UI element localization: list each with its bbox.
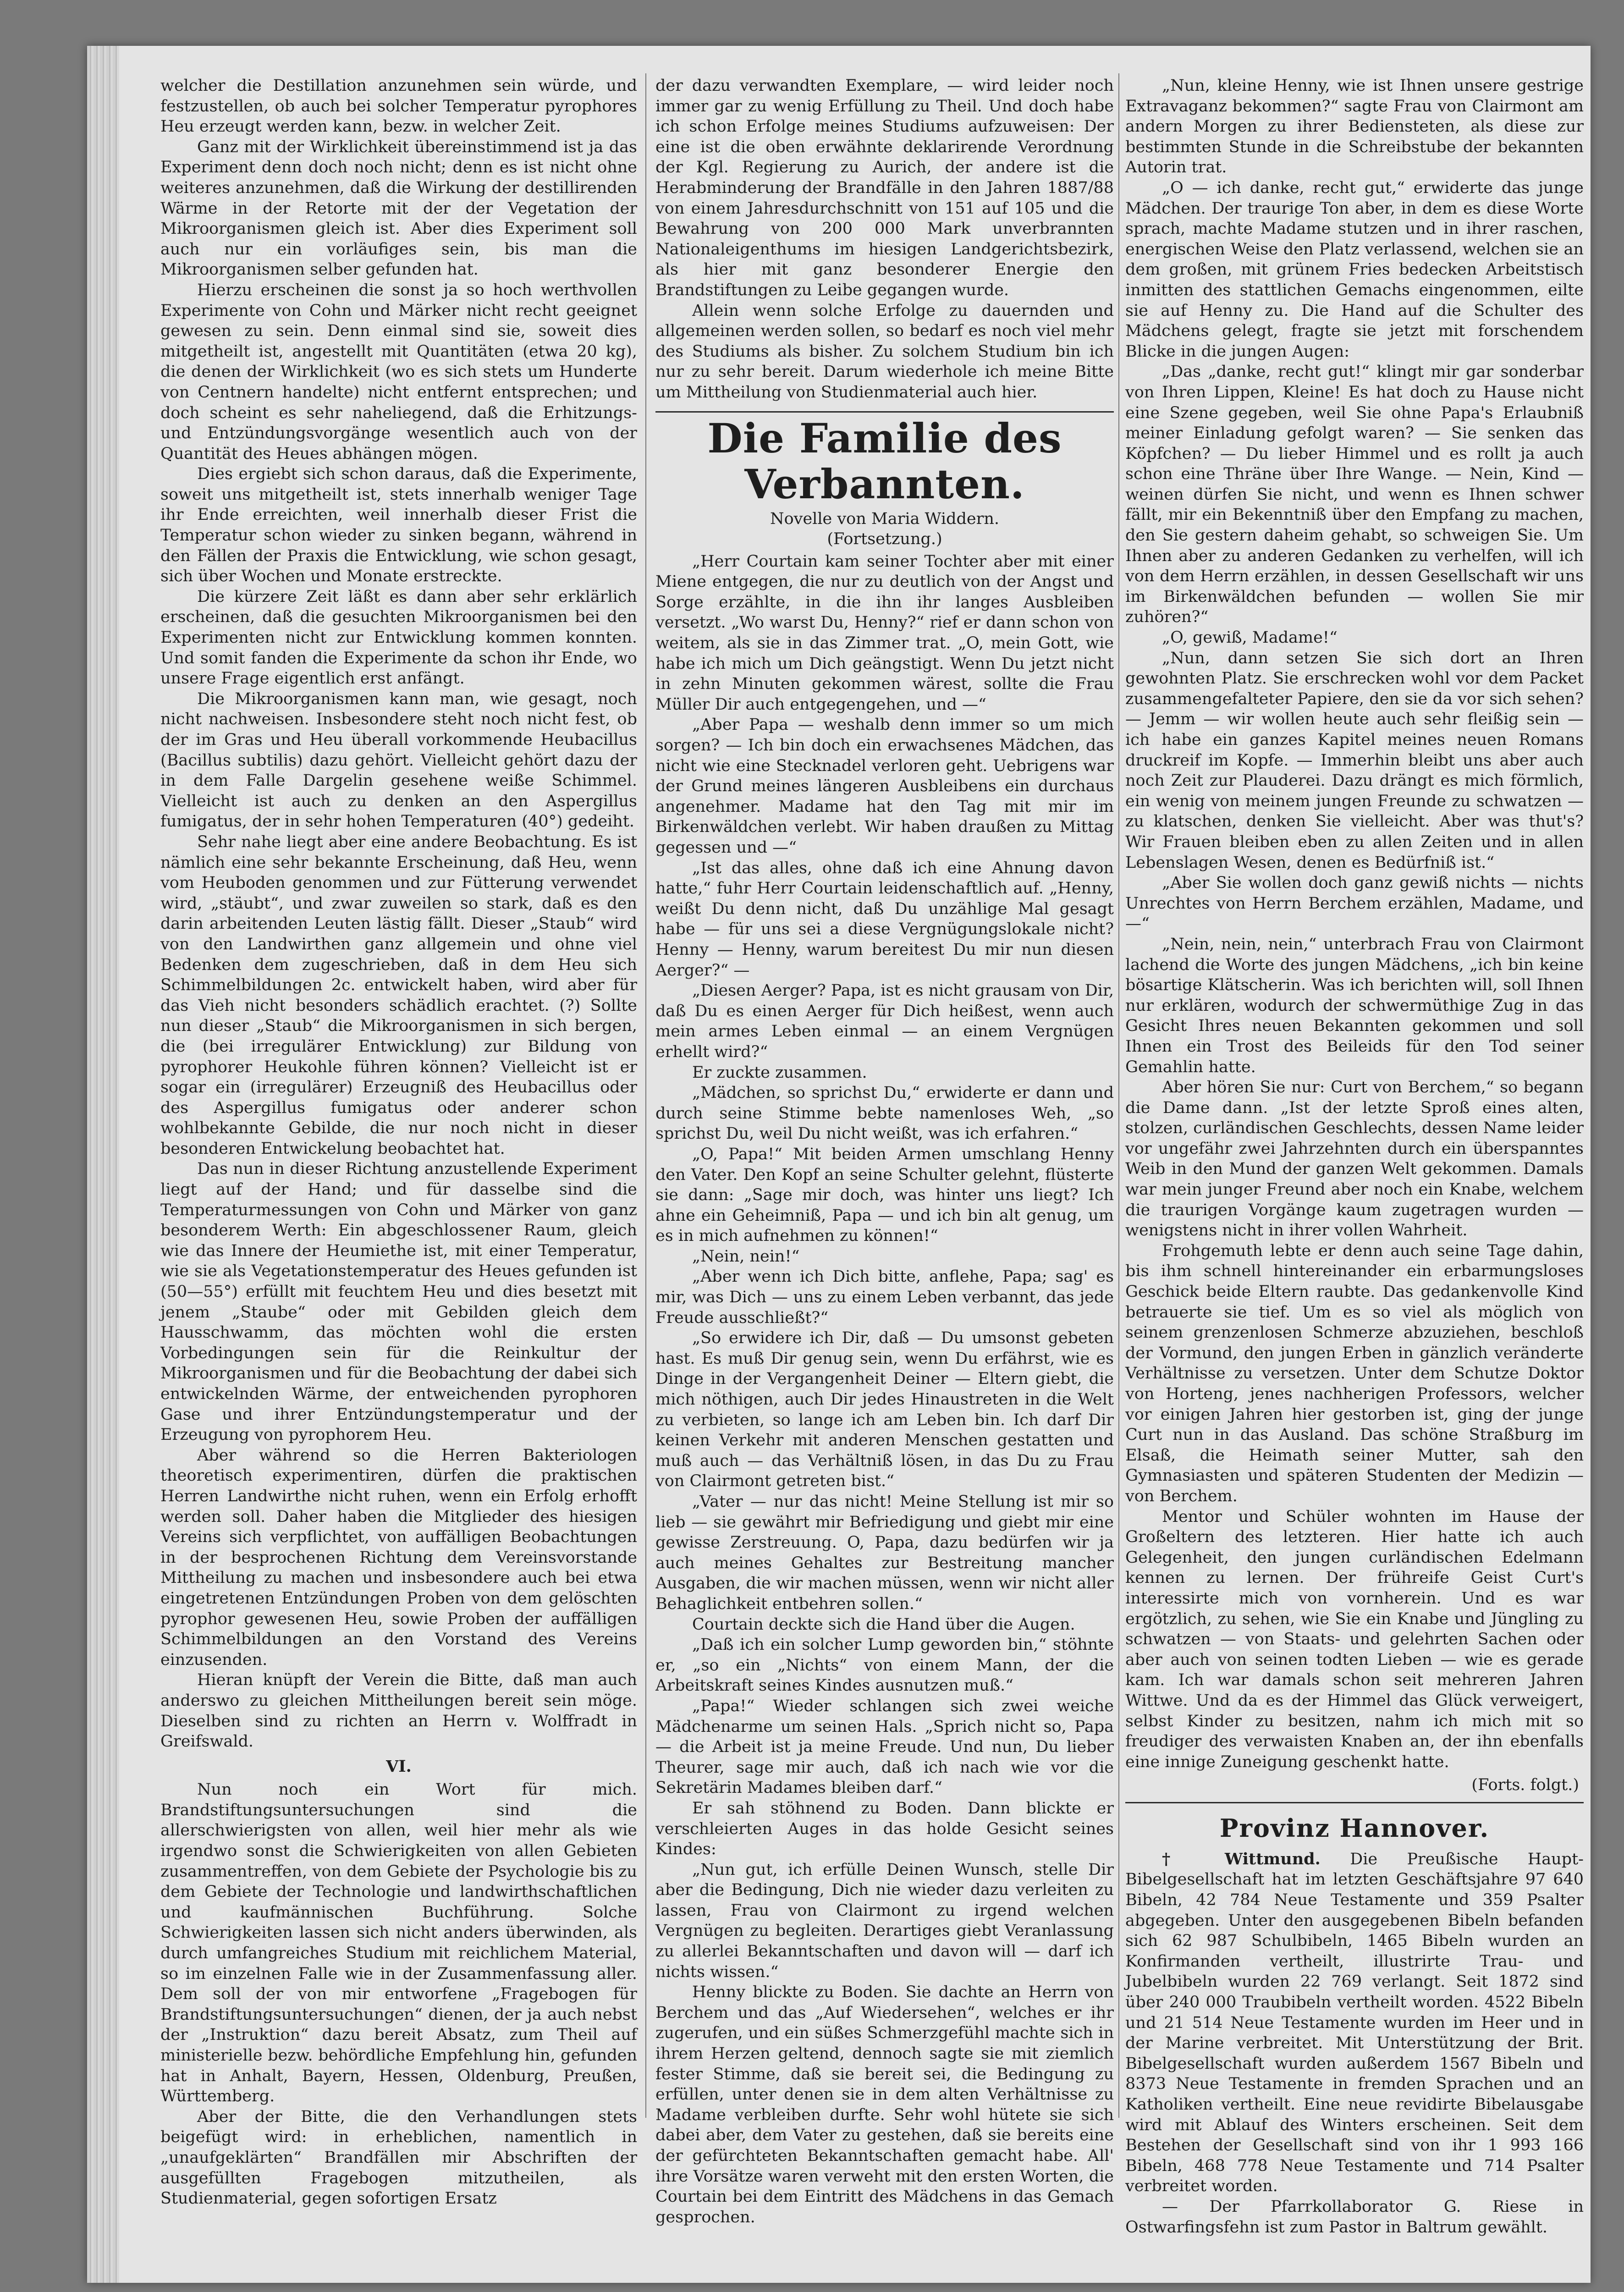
- paragraph: Dies ergiebt sich schon daraus, daß die Experimente, soweit uns mitgetheilt ist, stets innerhalb weniger Tage ihr Ende erreichten, weil innerhalb dieser Frist die Temperatur schon wieder zu sinken begann, während in den Fällen der Praxis die Entwicklung, wie schon gesagt, sich über Wochen und Monate erstreckte.: [160, 465, 637, 586]
- section-number: VI.: [386, 1757, 412, 1776]
- page-edge: [87, 46, 119, 2283]
- paragraph: „Herr Courtain kam seiner Tochter aber mit einer Miene entgegen, die nur zu deutlich von der Angst und Sorge erzählte, in die ihn ihr langes Ausbleiben versetzt. „Wo warst Du, Henny?“ rief er dann schon von weitem, als sie in das Zimmer trat. „O, mein Gott, wie habe ich mich um Dich geängstigt. Wenn Du jetzt nicht in zehn Minuten gekommen wärest, sollte die Frau Müller Dir auch entgegengehen, und —“: [655, 552, 1114, 714]
- paragraph: „Aber wenn ich Dich bitte, anflehe, Papa; sag' es mir, was Dich — uns zu einem Leben verbannt, das jede Freude ausschließt?“: [655, 1267, 1114, 1327]
- paragraph: Nun noch ein Wort für mich. Brandstiftungsuntersuchungen sind die allerschwierigsten von allen, weil hier mehr als wie irgendwo sonst die Schwierigkeiten von allen Gebieten zusammentreffen, von dem Gebiete der Psychologie bis zu dem Gebiete der Technologie und landwirthschaftlichen und kaufmännischen Buchführung. Solche Schwierigkeiten lassen sich nicht anders überwinden, als durch umfangreiches Studium mit reichlichem Material, so im einzelnen Falle wie in der Zusammenfassung aller. Dem soll der von mir entworfene „Fragebogen für Brandstiftungsuntersuchungen“ dienen, der ja auch nebst der „Instruktion“ dazu bereit Absatz, zum Theil auf ministerielle bezw. behördliche Empfehlung hin, gefunden hat in Anhalt, Bayern, Hessen, Oldenburg, Preußen, Württemberg.: [160, 1780, 637, 2106]
- paragraph: Allein wenn solche Erfolge zu dauernden und allgemeinen werden sollen, so bedarf es noch viel mehr des Studiums als bisher. Zu solchem Studium bin ich nur zu sehr bereit. Darum wiederhole ich meine Bitte um Mittheilung von Studienmaterial auch hier.: [655, 301, 1114, 402]
- paragraph: „Nun, kleine Henny, wie ist Ihnen unsere gestrige Extravaganz bekommen?“ sagte Frau von Clairmont am andern Morgen zu ihrer Bediensteten, als diese zur bestimmten Stunde in die Schreibstube der bekannten Autorin trat.: [1125, 77, 1584, 177]
- paragraph: „Vater — nur das nicht! Meine Stellung ist mir so lieb — sie gewährt mir Befriedigung und giebt mir eine gewisse Zerstreuung. O, Papa, dazu bedürfen wir ja auch meines Gehaltes zur Bestreitung mancher Ausgaben, die wir machen müssen, wenn wir nicht aller Behaglichkeit entbehren sollen.“: [655, 1493, 1114, 1613]
- paragraph: „O, gewiß, Madame!“: [1162, 628, 1338, 647]
- novel-author: Novelle von Maria Widdern.: [770, 509, 999, 528]
- paragraph: Ganz mit der Wirklichkeit übereinstimmend ist ja das Experiment denn doch noch nicht; denn es ist nicht ohne weiteres anzunehmen, daß die Wirkung der destillirenden Wärme in der Retorte mit der der Vegetation der Mikroorganismen gleich ist. Aber dies Experiment soll auch nur ein vorläufiges sein, bis man die Mikroorganismen selber gefunden hat.: [160, 138, 637, 279]
- province-title: Provinz Hannover.: [1219, 1813, 1490, 1843]
- paragraph: Hierzu erscheinen die sonst ja so hoch werthvollen Experimente von Cohn und Märker nicht recht geeignet gewesen zu sein. Denn einmal sind sie, soweit dies mitgetheilt ist, angestellt mit Quantitäten (etwa 20 kg), die denen der Wirklichkeit (wo es sich stets um Hunderte von Centnern handelte) nicht entfernt entsprechen; und doch scheint es sehr naheliegend, daß die Erhitzungs- und Entzündungsvorgänge wesentlich auch von der Quantität des Heues abhängen mögen.: [160, 281, 637, 463]
- dateline: † Wittmund.: [1162, 1849, 1321, 1868]
- paragraph: Die kürzere Zeit läßt es dann aber sehr erklärlich erscheinen, daß die gesuchten Mikroorganismen bei den Experimenten nicht zur Entwicklung kommen konnten. Und somit fanden die Experimente da schon ihr Ende, wo unsere Frage eigentlich erst anfängt.: [160, 587, 637, 688]
- paragraph: „Aber Sie wollen doch ganz gewiß nichts — nichts Unrechtes von Herrn Berchem erzählen, Madame, und —“: [1125, 874, 1584, 933]
- paragraph: Aber während so die Herren Bakteriologen theoretisch experimentiren, dürfen die praktischen Herren Landwirthe nicht ruhen, wenn ein Erfolg erhofft werden soll. Daher haben die Mitglieder des hiesigen Vereins sich verpflichtet, von auffälligen Beobachtungen in der besprochenen Richtung dem Vereinsvorstande Mittheilung zu machen und insbesondere auch bei etwa eingetretenen Entzündungen Proben von dem gelöschten pyrophor gewesenen Heu, sowie Proben der auffälligen Schimmelbildungen an den Vorstand des Vereins einzusenden.: [160, 1446, 637, 1669]
- column-3: [1125, 76, 1584, 2237]
- paragraph: Sehr nahe liegt aber eine andere Beobachtung. Es ist nämlich eine sehr bekannte Erscheinung, daß Heu, wenn vom Heuboden genommen und zur Fütterung verwendet wird, „stäubt“, und zwar zuweilen so stark, daß es den darin arbeitenden Leuten lästig fällt. Dieser „Staub“ wird von den Landwirthen ganz allgemein und ohne viel Bedenken dem zugeschrieben, daß in dem Heu sich Schimmelbildungen 2c. entwickelt haben, wird aber für das Vieh nicht besonders schädlich erachtet. (?) Sollte nun dieser „Staub“ die Mikroorganismen in sich bergen, die (bei irregulärer Entwicklung) zur Bildung von pyrophorer Heukohle führen können? Vielleicht ist er sogar ein (irregulärer) Erzeugniß des Heubacillus oder des Aspergillus fumigatus oder anderer schon wohlbekannte Gebilde, die nur noch nicht in dieser besonderen Entwickelung beobachtet hat.: [160, 832, 637, 1158]
- paragraph: „O — ich danke, recht gut,“ erwiderte das junge Mädchen. Der traurige Ton aber, in dem es diese Worte sprach, machte Madame stutzen und in ihrer raschen, energischen Weise den Platz verlassend, welchen sie an dem großen, mit grünem Fries bedecken Arbeitstisch inmitten des stattlichen Gemachs eingenommen, eilte sie auf Henny zu. Die Hand auf die Schulter des Mädchens gelegt, fragte sie jetzt mit forschendem Blicke in die jungen Augen:: [1125, 178, 1584, 361]
- paragraph: Frohgemuth lebte er denn auch seine Tage dahin, bis ihm schnell hintereinander ein erbarmungsloses Geschick beide Eltern raubte. Das gedankenvolle Kind betrauerte sie tief. Um es so viel als möglich von seinem grenzenlosen Schmerze abzuziehen, beschloß der Vormund, den jungen Erben in gänzlich veränderte Verhältnisse zu versetzen. Unter dem Schutze Doktor von Horteng, jenes nachherigen Professors, welcher vor einigen Jahren hier gestorben ist, ging der junge Curt nun in das Ausland. Das schöne Straßburg im Elsaß, die Heimath seiner Mutter, sah den Gymnasiasten und späteren Studenten der Medizin — von Berchem.: [1125, 1241, 1584, 1505]
- section-rule: [655, 411, 1114, 413]
- column-divider: [1118, 73, 1119, 2118]
- column-1: [160, 76, 637, 2209]
- paragraph: „Nein, nein!“: [692, 1247, 800, 1266]
- novel-continuation: (Fortsetzung.): [827, 530, 942, 549]
- paragraph: Er zuckte zusammen.: [692, 1063, 867, 1082]
- paragraph: — Der Pfarrkollaborator G. Riese in Ostwarfingsfehn ist zum Pastor in Baltrum gewählt.: [1125, 2197, 1584, 2237]
- section-rule: [1125, 1802, 1584, 1803]
- paragraph: Die Preußische Haupt-Bibelgesellschaft hat im letzten Geschäftsjahre 97 640 Bibeln, 42 784 Neue Testamente und 359 Psalter abgegeben. Unter den ausgegebenen Bibeln befanden sich 62 987 Schulbibeln, 1465 Bibeln wurden an Konfirmanden vertheilt, illustrirte Trau- und Jubelbibeln wurden 22 769 verlangt. Seit 1872 sind über 240 000 Traubibeln vertheilt worden. 4522 Bibeln und 21 514 Neue Testamente wurden im Heer und in der Marine verbreitet. Mit Unterstützung der Brit. Bibelgesellschaft wurden außerdem 1567 Bibeln und 8373 Neue Testamente in fremden Sprachen und an Katholiken vertheilt. Eine neue revidirte Bibelausgabe wird mit Ablauf des Winters erscheinen. Seit dem Bestehen der Gesellschaft sind von ihr 1 993 166 Bibeln, 468 778 Neue Testamente und 714 Psalter verbreitet worden.: [1125, 1850, 1584, 2196]
- column-2: [655, 76, 1114, 2227]
- paragraph: „Nun gut, ich erfülle Deinen Wunsch, stelle Dir aber die Bedingung, Dich nie wieder dazu verleiten zu lassen, Frau von Clairmont zu irgend welchen Vergnügen zu begleiten. Derartiges giebt Veranlassung zu allerlei Bekanntschaften und davon will — darf ich nichts wissen.“: [655, 1860, 1114, 1981]
- paragraph: „O, Papa!“ Mit beiden Armen umschlang Henny den Vater. Den Kopf an seine Schulter gelehnt, flüsterte sie dann: „Sage mir doch, was hinter uns liegt? Ich ahne ein Geheimniß, Papa — und ich bin alt genug, um es in mich aufnehmen zu können!“: [655, 1145, 1114, 1245]
- paragraph: „Aber Papa — weshalb denn immer so um mich sorgen? — Ich bin doch ein erwachsenes Mädchen, das nicht wie eine Stecknadel verloren geht. Uebrigens war der Grund meines längeren Ausbleibens ein durchaus angenehmer. Madame hat den Tag mit mir im Birkenwäldchen verlebt. Wir haben draußen zu Mittag gegessen und —“: [655, 716, 1114, 857]
- paragraph: Hieran knüpft der Verein die Bitte, daß man auch anderswo zu gleichen Mittheilungen bereit sein möge. Dieselben sind zu richten an Herrn v. Wolffradt in Greifswald.: [160, 1671, 637, 1751]
- paragraph: Das nun in dieser Richtung anzustellende Experiment liegt auf der Hand; und für dasselbe sind die Temperaturmessungen von Cohn und Märker von ganz besonderem Werth: Ein abgeschlossener Raum, gleich wie das Innere der Heumiethe ist, mit einer Temperatur, wie sie als Vegetationstemperatur des Heues gefunden ist (50—55°) erfüllt mit feuchtem Heu und dies besetzt mit jenem „Staube“ oder mit Gebilden gleich dem Hausschwamm, das möchten wohl die ersten Vorbedingungen sein für die Reinkultur der Mikroorganismen und für die Beobachtung der dabei sich entwickelnden Wärme, der entweichenden pyrophoren Gase und ihrer Entzündungstemperatur und der Erzeugung von pyrophorem Heu.: [160, 1160, 637, 1444]
- paragraph: „Daß ich ein solcher Lump geworden bin,“ stöhnte er, „so ein „Nichts“ von einem Mann, der die Arbeitskraft seines Kindes ausnutzen muß.“: [655, 1636, 1114, 1695]
- paragraph: Courtain deckte sich die Hand über die Augen.: [692, 1615, 1075, 1634]
- paragraph: „Das „danke, recht gut!“ klingt mir gar sonderbar von Ihren Lippen, Kleine! Es hat doch zu Hause nicht eine Szene gegeben, weil Sie ohne Papa's Erlaubniß meiner Einladung gefolgt waren? — Sie senken das Köpfchen? — Du lieber Himmel und es rollt ja auch schon eine Thräne über Ihre Wange. — Nein, Kind — weinen dürfen Sie nicht, und wenn es Ihnen schwer fällt, mir ein Bekenntniß über den Empfang zu machen, den Sie gestern daheim gehabt, so schweigen Sie. Um Ihnen aber zu anderen Gedanken zu verhelfen, will ich von dem Herrn erzählen, in dessen Gesellschaft wir uns im Birkenwäldchen befunden — wollen Sie mir zuhören?“: [1125, 363, 1584, 627]
- paragraph: der dazu verwandten Exemplare, — wird leider noch immer gar zu wenig Erfüllung zu Theil. Und doch habe ich schon Erfolge meines Studiums aufzuweisen: Der eine ist die oben erwähnte deklarirende Verordnung der Kgl. Regierung zu Aurich, der andere ist die Herabminderung der Brandfälle in den Jahren 1887/88 von einem Jahresdurchschnitt von 151 auf 105 und die Bewahrung von 200 000 Mark unverbrannten Nationaleigenthums im hiesigen Landgerichtsbezirk, als hier mit ganz besonderer Energie den Brandstiftungen zu Leibe gegangen wurde.: [655, 77, 1114, 299]
- paragraph: „Nun, dann setzen Sie sich dort an Ihren gewohnten Platz. Sie erschrecken wohl vor dem Packet zusammengefalteter Papiere, den sie da vor sich sehen? — Jemm — wir wollen heute auch sehr fleißig sein — ich habe ein ganzes Kapitel meines neuen Romans druckreif im Kopfe. — Immerhin bleibt uns aber auch noch Zeit zur Plauderei. Dazu drängt es mich förmlich, ein wenig von meinem jungen Freunde zu schwatzen — zu klatschen, denken Sie vielleicht. Aber was thut's? Wir Frauen bleiben eben zu allen Zeiten und in allen Lebenslagen Wesen, denen es Bedürfniß ist.“: [1125, 649, 1584, 872]
- paragraph: „Diesen Aerger? Papa, ist es nicht grausam von Dir, daß Du es einen Aerger für Dich heißest, wenn auch mein armes Leben einmal — an einem Vergnügen erhellt wird?“: [655, 981, 1114, 1061]
- paragraph: welcher die Destillation anzunehmen sein würde, und festzustellen, ob auch bei solcher Temperatur pyrophores Heu erzeugt werden kann, bezw. in welcher Zeit.: [160, 77, 637, 136]
- paragraph: „Mädchen, so sprichst Du,“ erwiderte er dann und durch seine Stimme bebte namenloses Weh, „so sprichst Du, weil Du nicht weißt, was ich erfahren.“: [655, 1084, 1114, 1143]
- novel-title: Die Familie des Verbannten.: [707, 414, 1062, 508]
- paragraph: Er sah stöhnend zu Boden. Dann blickte er verschleierten Auges in das holde Gesicht seines Kindes:: [655, 1799, 1114, 1859]
- paragraph: „Papa!“ Wieder schlangen sich zwei weiche Mädchenarme um seinen Hals. „Sprich nicht so, Papa — die Arbeit ist ja meine Freude. Und nun, Du lieber Theurer, sage mir auch, daß ich nach wie vor die Sekretärin Madames bleiben darf.“: [655, 1697, 1114, 1797]
- paragraph: „Ist das alles, ohne daß ich eine Ahnung davon hatte,“ fuhr Herr Courtain leidenschaftlich auf. „Henny, weißt Du denn nicht, daß Du unzählige Mal gesagt habe — für uns sei a diese Vergnügungslokale nicht? Henny — Henny, warum bereitest Du mir nun diesen Aerger?“ —: [655, 859, 1114, 980]
- paragraph: Mentor und Schüler wohnten im Hause der Großeltern des letzteren. Hier hatte ich auch Gelegenheit, den jungen curländischen Edelmann kennen zu lernen. Der frühreife Geist Curt's interessirte mich von vornherein. Und es war ergötzlich, zu sehen, wie Sie ein Knabe und Jüngling zu schwatzen — von Staats- und gelehrten Sachen oder aber auch von seinen todten Lieben — wie es gerade kam. Ich war damals schon seit mehreren Jahren Wittwe. Und da es der Himmel das Glück verweigert, selbst Kinder zu besitzen, nahm ich mich mit so freudiger des verwaisten Knaben an, der ihn ebenfalls eine innige Zuneigung geschenkt hatte.: [1125, 1507, 1584, 1771]
- paragraph: „So erwidere ich Dir, daß — Du umsonst gebeten hast. Es muß Dir genug sein, wenn Du erfährst, wie es Dinge in der Vergangenheit Deiner — Eltern giebt, die mich nöthigen, auch Dir jedes Hinaustreten in die Welt zu verbieten, so lange ich am Leben bin. Ich darf Dir keinen Verkehr mit anderen Menschen gestatten und muß auch — das Verhältniß lösen, in das Du zu Frau von Clairmont getreten bist.“: [655, 1329, 1114, 1491]
- paragraph: Aber der Bitte, die den Verhandlungen stets beigefügt wird: in erheblichen, namentlich in „unaufgeklärten“ Brandfällen mir Abschriften der ausgefüllten Fragebogen mitzutheilen, als Studienmaterial, gegen sofortigen Ersatz: [160, 2107, 637, 2208]
- continuation-note: (Forts. folgt.): [1471, 1776, 1579, 1795]
- paragraph: Die Mikroorganismen kann man, wie gesagt, noch nicht nachweisen. Insbesondere steht noch nicht fest, ob der im Gras und Heu überall vorkommende Heubacillus (Bacillus subtilis) dazu gehört. Vielleicht gehört dazu der in dem Falle Dargelin gesehene weiße Schimmel. Vielleicht ist auch zu denken an den Aspergillus fumigatus, der in sehr hohen Temperaturen (40°) gedeiht.: [160, 689, 637, 831]
- paragraph: Henny blickte zu Boden. Sie dachte an Herrn von Berchem und das „Auf Wiedersehen“, welches er ihr zugerufen, und ein süßes Schmerzgefühl machte sich in ihrem Herzen geltend, dennoch sagte sie mit ziemlich fester Stimme, daß sie bereit sei, die Bedingung zu erfüllen, unter denen sie in dem alten Verhältnisse zu Madame verbleiben durfte. Sehr wohl hütete sie sich dabei aber, dem Vater zu gestehen, daß sie bereits eine der gefürchteten Bekanntschaften gemacht habe. All' ihre Vorsätze waren verweht mit den ersten Worten, die Courtain bei dem Eintritt des Mädchens in das Gemach gesprochen.: [655, 1983, 1114, 2226]
- paragraph: „Nein, nein, nein,“ unterbrach Frau von Clairmont lachend die Worte des jungen Mädchens, „ich bin keine bösartige Klätscherin. Was ich berichten will, soll Ihnen nur erklären, wodurch der schwermüthige Zug in das Gesicht Ihres neuen Bekannten gekommen und soll Ihnen ein Trost des Beileids für den Tod seiner Gemahlin hatte.: [1125, 935, 1584, 1076]
- paragraph: Aber hören Sie nur: Curt von Berchem,“ so begann die Dame dann. „Ist der letzte Sproß eines alten, stolzen, curländischen Geschlechts, dessen Name leider vor ungefähr zwei Jahrzehnten durch ein überspanntes Weib in den Mund der ganzen Welt gekommen. Damals war mein junger Freund aber noch ein Knabe, welchem die traurigen Vorgänge kaum zugetragen wurden — wenigstens nicht in ihrer vollen Wahrheit.: [1125, 1078, 1584, 1240]
- column-divider: [645, 73, 646, 2118]
